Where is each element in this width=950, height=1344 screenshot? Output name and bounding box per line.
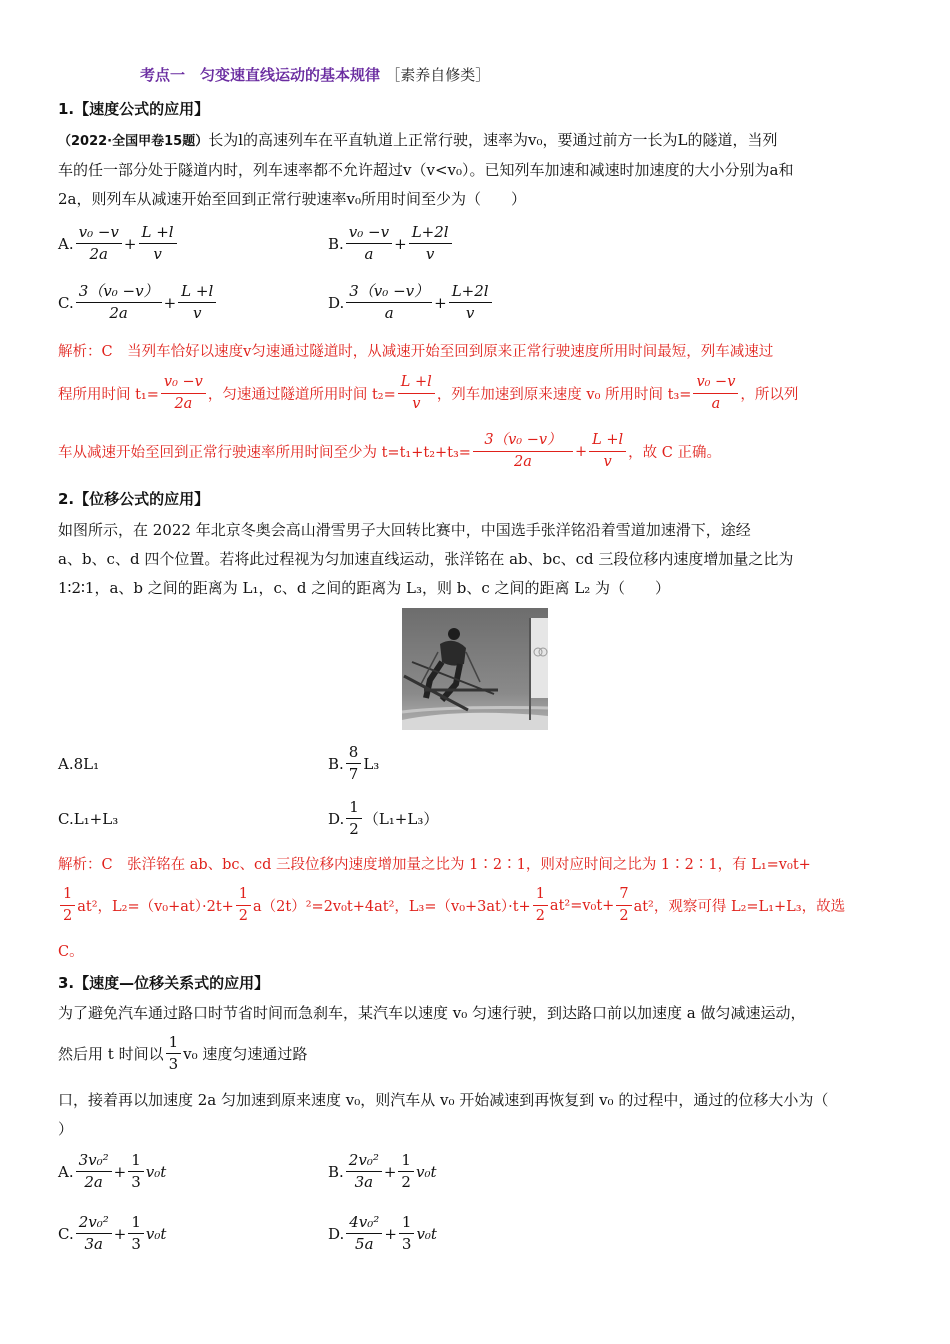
q2-heading: 2.【位移公式的应用】 (58, 490, 210, 508)
fraction: $\frac{1}{2}$ (236, 884, 251, 927)
fraction: $\frac{\text{3（v₀ −v）}}{2a}$ (76, 281, 162, 324)
option-tail: （L₁+L₃） (363, 810, 439, 828)
fraction: $\frac{L +l}{v}$ (589, 430, 626, 473)
q2-option-b[interactable] (328, 742, 379, 785)
option-tail: L₃ (363, 754, 380, 773)
section-title-text: 考点一 匀变速直线运动的基本规律 (140, 66, 381, 84)
q1-analysis-line1: 解析：C 当列车恰好以速度v匀速通过隧道时，从减速开始至回到原来正常行驶速度所用时间最短，列车减速过 (58, 344, 774, 360)
option-label: D. (328, 293, 345, 312)
fraction: $\frac{\text{2v₀²}}{3a}$ (346, 1150, 382, 1193)
q1-stem (58, 126, 892, 214)
fraction: $\frac{1}{2}$ (533, 884, 548, 927)
q1-option-a[interactable] (58, 222, 179, 265)
q2-stem (58, 516, 892, 603)
q1-analysis-line3: 车从减速开始至回到正常行驶速率所用时间至少为 t=t₁+t₂+t₃= $\frac{\text{3（v₀ −v）}}{2a}$ + $\frac{L +l}{v}$ ，故 C 正确。 (58, 430, 721, 473)
fraction: $\frac{1}{2}$ (346, 797, 362, 840)
fraction: $\frac{1}{3}$ (399, 1212, 415, 1255)
option-label: A. (58, 234, 74, 253)
fraction: $\frac{8}{7}$ (346, 742, 362, 785)
skier-image (402, 608, 548, 730)
fraction: $\frac{7}{2}$ (616, 884, 631, 927)
option-label: C. (58, 293, 74, 312)
section-tag: ［素养自修类］ (385, 66, 491, 84)
q2-stem-line1: 如图所示，在 2022 年北京冬奥会高山滑雪男子大回转比赛中，中国选手张洋铭沿着雪道加速滑下，途经 (58, 521, 751, 539)
fraction: $\frac{1}{2}$ (60, 884, 75, 927)
plus: + (394, 234, 407, 253)
q2-analysis-line3: C。 (58, 944, 84, 960)
fraction: $\frac{1}{3}$ (128, 1212, 144, 1255)
q2-option-a[interactable]: A.8L₁ (58, 755, 100, 773)
option-label: D. (328, 809, 345, 828)
q3-stem-line1: 为了避免汽车通过路口时节省时间而急刹车，某汽车以速度 v₀ 匀速行驶，到达路口前以加速度 a 做匀减速运动， (58, 1004, 806, 1022)
plus: + (123, 234, 137, 253)
option-label: B. (328, 234, 344, 253)
q2-analysis-line1: 解析：C 张洋铭在 ab、bc、cd 三段位移内速度增加量之比为 1∶2∶1，则对应时间之比为 1∶2∶1，有 L₁=v₀t+ (58, 857, 811, 873)
fraction: $\frac{\text{v₀ −v}}{2a}$ (76, 222, 122, 265)
fraction: $\frac{L +l}{v}$ (178, 281, 216, 324)
fraction: $\frac{\text{3v₀²}}{2a}$ (76, 1150, 112, 1193)
option-label: B. (328, 754, 344, 773)
fraction: $\frac{1}{3}$ (128, 1150, 144, 1193)
q2-option-c[interactable]: C.L₁+L₃ (58, 810, 119, 828)
fraction: $\frac{L +l}{v}$ (398, 372, 435, 415)
option-label: C. (58, 1224, 74, 1243)
fraction: $\frac{L +l}{v}$ (139, 222, 177, 265)
option-label: D. (328, 1224, 345, 1243)
fraction: $\frac{\text{4v₀²}}{5a}$ (346, 1212, 382, 1255)
q3-stem-line4: ） (58, 1120, 74, 1138)
q2-stem-line2: a、b、c、d 四个位置。若将此过程视为匀加速直线运动，张洋铭在 ab、bc、cd 三段位移内速度增加量之比为 (58, 550, 794, 568)
q3-option-b[interactable]: B. $\frac{\text{2v₀²}}{3a}$ + $\frac{1}{2}$ v₀t (328, 1151, 437, 1191)
q3-heading: 3.【速度—位移关系式的应用】 (58, 974, 270, 992)
q3-stem-line2: 然后用 t 时间以 $\frac{1}{3}$ v₀ 速度匀速通过路 (58, 1033, 308, 1073)
q3-stem-line3: 口，接着再以加速度 2a 匀加速到原来速度 v₀，则汽车从 v₀ 开始减速到再恢复到 v₀ 的过程中，通过的位移大小为（ (58, 1091, 829, 1109)
fraction: $\frac{\text{v₀ −v}}{2a}$ (161, 372, 206, 415)
q1-stem-line3: 2a，则列车从减速开始至回到正常行驶速率v₀所用时间至少为（ ） (58, 190, 526, 208)
q2-analysis-line2: $\frac{1}{2}$ at²，L₂=（v₀+at）·2t+ $\frac{1}{2}$ a（2t）²=2v₀t+4at²，L₃=（v₀+3at）·t+ $\frac{1}{2}$ at²=v₀t+ $\frac{7}{2}$ at²，观察可得 L₂=L₁+L₃，故选 (58, 884, 845, 927)
fraction: $\frac{\text{3（v₀ −v）}}{2a}$ (473, 430, 573, 473)
option-label: A. (58, 1162, 74, 1181)
plus: + (434, 293, 447, 312)
fraction: $\frac{1}{2}$ (398, 1150, 414, 1193)
section-title (140, 64, 490, 85)
q1-stem-line1: 长为l的高速列车在平直轨道上正常行驶，速率为v₀，要通过前方一长为L的隧道，当列 (208, 131, 778, 149)
fraction: $\frac{\text{v₀ −v}}{a}$ (693, 372, 738, 415)
fraction: $\frac{\text{2v₀²}}{3a}$ (76, 1212, 112, 1255)
fraction: $\frac{L+2l}{v}$ (409, 222, 452, 265)
fraction: $\frac{\text{v₀ −v}}{a}$ (346, 222, 392, 265)
skier-photo (402, 608, 548, 730)
q1-stem-line2: 车的任一部分处于隧道内时，列车速率都不允许超过v（v<v₀）。已知列车加速和减速时加速度的大小分别为a和 (58, 161, 794, 179)
q1-option-b[interactable] (328, 222, 454, 265)
fraction: $\frac{\text{3（v₀ −v）}}{a}$ (346, 281, 432, 324)
fraction: $\frac{L+2l}{v}$ (449, 281, 492, 324)
q1-option-c[interactable] (58, 281, 218, 324)
q1-heading: 1.【速度公式的应用】 (58, 100, 210, 118)
q1-analysis-line2: 程所用时间 t₁= $\frac{\text{v₀ −v}}{2a}$ ，匀速通过隧道所用时间 t₂= $\frac{L +l}{v}$ ，列车加速到原来速度 v₀ 所用时间 t₃= $\frac{\text{v₀ −v}}{a}$ ，所以列 (58, 372, 798, 415)
option-label: B. (328, 1162, 344, 1181)
q2-option-d[interactable] (328, 797, 438, 840)
q3-option-d[interactable]: D. $\frac{\text{4v₀²}}{5a}$ + $\frac{1}{3}$ v₀t (328, 1213, 437, 1253)
q3-option-c[interactable]: C. $\frac{\text{2v₀²}}{3a}$ + $\frac{1}{3}$ v₀t (58, 1213, 167, 1253)
q2-stem-line3: 1∶2∶1，a、b 之间的距离为 L₁，c、d 之间的距离为 L₃，则 b、c 之间的距离 L₂ 为（ ） (58, 579, 671, 597)
q1-option-d[interactable] (328, 281, 494, 324)
plus: + (163, 293, 177, 312)
q1-source: （2022·全国甲卷15题） (58, 134, 209, 149)
q3-option-a[interactable]: A. $\frac{\text{3v₀²}}{2a}$ + $\frac{1}{3}$ v₀t (58, 1151, 167, 1191)
fraction: $\frac{1}{3}$ (166, 1032, 182, 1075)
